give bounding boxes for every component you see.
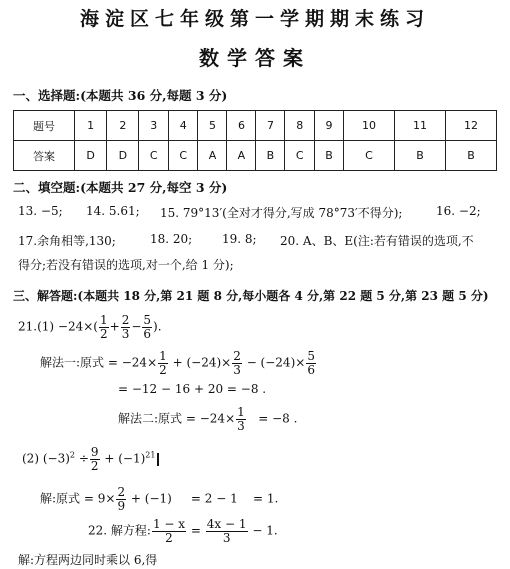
answer-cell: B bbox=[314, 141, 343, 171]
section1-heading: 一、选择题:(本题共 36 分,每题 3 分) bbox=[13, 88, 228, 103]
denominator: 6 bbox=[307, 362, 315, 377]
denominator: 3 bbox=[121, 326, 130, 341]
answer-cell: B bbox=[394, 141, 445, 171]
fraction bbox=[206, 518, 248, 544]
question-number: 10 bbox=[344, 111, 395, 141]
answer-cell: A bbox=[198, 141, 227, 171]
table-row-answers bbox=[14, 141, 497, 171]
fraction bbox=[142, 314, 152, 340]
numerator: 1 bbox=[237, 405, 245, 419]
question-number: 3 bbox=[139, 111, 169, 141]
exam-title: 海淀区七年级第一学期期末练习 bbox=[79, 8, 430, 30]
denominator: 3 bbox=[222, 530, 231, 545]
expr-part: (−3) bbox=[42, 451, 70, 466]
expr-tail: − 1. bbox=[252, 523, 278, 538]
answer-cell: D bbox=[107, 141, 139, 171]
fill-answer-14: 14. 5.61; bbox=[86, 204, 140, 218]
fill-answer-20: 20. A、B、E(注:若有错误的选项,不 bbox=[280, 234, 474, 248]
question-label: 22. 解方程: bbox=[88, 523, 151, 538]
expr-part: + (−1) bbox=[104, 451, 146, 466]
numerator: 1 bbox=[159, 349, 167, 363]
question-label: (2) bbox=[22, 451, 39, 466]
denominator: 2 bbox=[90, 458, 99, 473]
denominator: 2 bbox=[99, 326, 108, 341]
denominator: 2 bbox=[159, 362, 167, 377]
fraction bbox=[116, 486, 126, 512]
question-21-2 bbox=[22, 446, 159, 472]
denominator: 9 bbox=[117, 498, 126, 513]
denominator: 6 bbox=[143, 326, 152, 341]
operator: = bbox=[190, 523, 201, 538]
operator: ÷ bbox=[78, 451, 89, 466]
expr-tail: ). bbox=[153, 319, 162, 334]
numerator: 4x − 1 bbox=[206, 517, 247, 531]
exponent: 21 bbox=[145, 450, 156, 460]
answer-key-subtitle: 数学答案 bbox=[199, 46, 311, 70]
text-cursor bbox=[157, 453, 159, 466]
fraction bbox=[152, 518, 186, 544]
question-number: 6 bbox=[227, 111, 256, 141]
fill-answer-13: 13. −5; bbox=[18, 204, 63, 218]
table-row-numbers bbox=[14, 111, 497, 141]
question-22 bbox=[88, 518, 278, 544]
expr-part: = 2 − 1 bbox=[190, 491, 238, 506]
expr-part: + (−1) bbox=[130, 491, 172, 506]
question-21-1 bbox=[18, 314, 162, 340]
operator: − bbox=[131, 319, 142, 334]
expr-lead: −24×( bbox=[57, 319, 98, 334]
answer-cell: D bbox=[75, 141, 107, 171]
fraction bbox=[90, 446, 100, 472]
expr-part: + (−24)× bbox=[172, 355, 232, 370]
fraction bbox=[306, 350, 316, 376]
numerator: 5 bbox=[307, 349, 315, 363]
solution-method-2 bbox=[118, 406, 297, 432]
section2-heading: 二、填空题:(本题共 27 分,每空 3 分) bbox=[13, 180, 228, 195]
fill-answer-17: 17.余角相等,130; bbox=[18, 234, 116, 248]
question-number: 4 bbox=[168, 111, 198, 141]
solution-label: 解法一:原式 bbox=[40, 355, 105, 370]
expr-part: = −24× bbox=[185, 411, 236, 426]
solution-22-start: 解:方程两边同时乘以 6,得 bbox=[18, 553, 158, 567]
denominator: 2 bbox=[165, 530, 173, 545]
fraction bbox=[158, 350, 168, 376]
question-number: 7 bbox=[256, 111, 285, 141]
answer-cell: C bbox=[168, 141, 198, 171]
answer-cell: C bbox=[285, 141, 315, 171]
fill-answer-16: 16. −2; bbox=[436, 204, 481, 218]
question-number: 12 bbox=[445, 111, 496, 141]
operator: + bbox=[109, 319, 120, 334]
solution-method-1 bbox=[40, 350, 317, 376]
solution-label: 解:原式 bbox=[40, 491, 81, 506]
numerator: 2 bbox=[233, 349, 241, 363]
answer-table bbox=[13, 110, 497, 171]
section3-heading: 三、解答题:(本题共 18 分,第 21 题 8 分,每小题各 4 分,第 22 题 5 分,第 23 题 5 分) bbox=[13, 289, 489, 303]
expr-part: − (−24)× bbox=[246, 355, 306, 370]
question-number: 9 bbox=[314, 111, 343, 141]
fraction bbox=[99, 314, 109, 340]
fill-answer-18: 18. 20; bbox=[150, 232, 193, 246]
row-label-answer: 答案 bbox=[14, 141, 75, 171]
numerator: 2 bbox=[121, 313, 130, 327]
exponent: 2 bbox=[69, 450, 75, 460]
fill-answer-19: 19. 8; bbox=[222, 232, 257, 246]
row-label-question: 题号 bbox=[14, 111, 75, 141]
answer-cell: C bbox=[344, 141, 395, 171]
denominator: 3 bbox=[237, 418, 245, 433]
solution-21-2 bbox=[40, 486, 278, 512]
question-number: 8 bbox=[285, 111, 315, 141]
fraction bbox=[236, 406, 246, 432]
question-label: 21.(1) bbox=[18, 319, 55, 334]
answer-cell: B bbox=[256, 141, 285, 171]
expr-part: = 9× bbox=[83, 491, 116, 506]
expr-part: = −8 . bbox=[258, 411, 298, 426]
fill-answer-15: 15. 79°13′(全对才得分,写成 78°73′不得分); bbox=[160, 206, 403, 220]
numerator: 1 bbox=[99, 313, 108, 327]
expr-part: = −24× bbox=[107, 355, 158, 370]
solution-label: 解法二:原式 bbox=[118, 411, 183, 426]
question-number: 11 bbox=[394, 111, 445, 141]
answer-cell: A bbox=[227, 141, 256, 171]
question-number: 5 bbox=[198, 111, 227, 141]
numerator: 2 bbox=[117, 485, 126, 499]
fraction bbox=[232, 350, 242, 376]
numerator: 1 − x bbox=[152, 517, 186, 531]
question-number: 2 bbox=[107, 111, 139, 141]
numerator: 9 bbox=[90, 445, 99, 459]
answer-cell: C bbox=[139, 141, 169, 171]
solution-method-1-result: = −12 − 16 + 20 = −8 . bbox=[118, 382, 267, 396]
fraction bbox=[121, 314, 131, 340]
answer-cell: B bbox=[445, 141, 496, 171]
question-number: 1 bbox=[75, 111, 107, 141]
denominator: 3 bbox=[233, 362, 241, 377]
fill-answer-20-note: 得分;若没有错误的选项,对一个,给 1 分); bbox=[18, 258, 234, 272]
expr-part: = 1. bbox=[253, 491, 279, 506]
numerator: 5 bbox=[143, 313, 152, 327]
